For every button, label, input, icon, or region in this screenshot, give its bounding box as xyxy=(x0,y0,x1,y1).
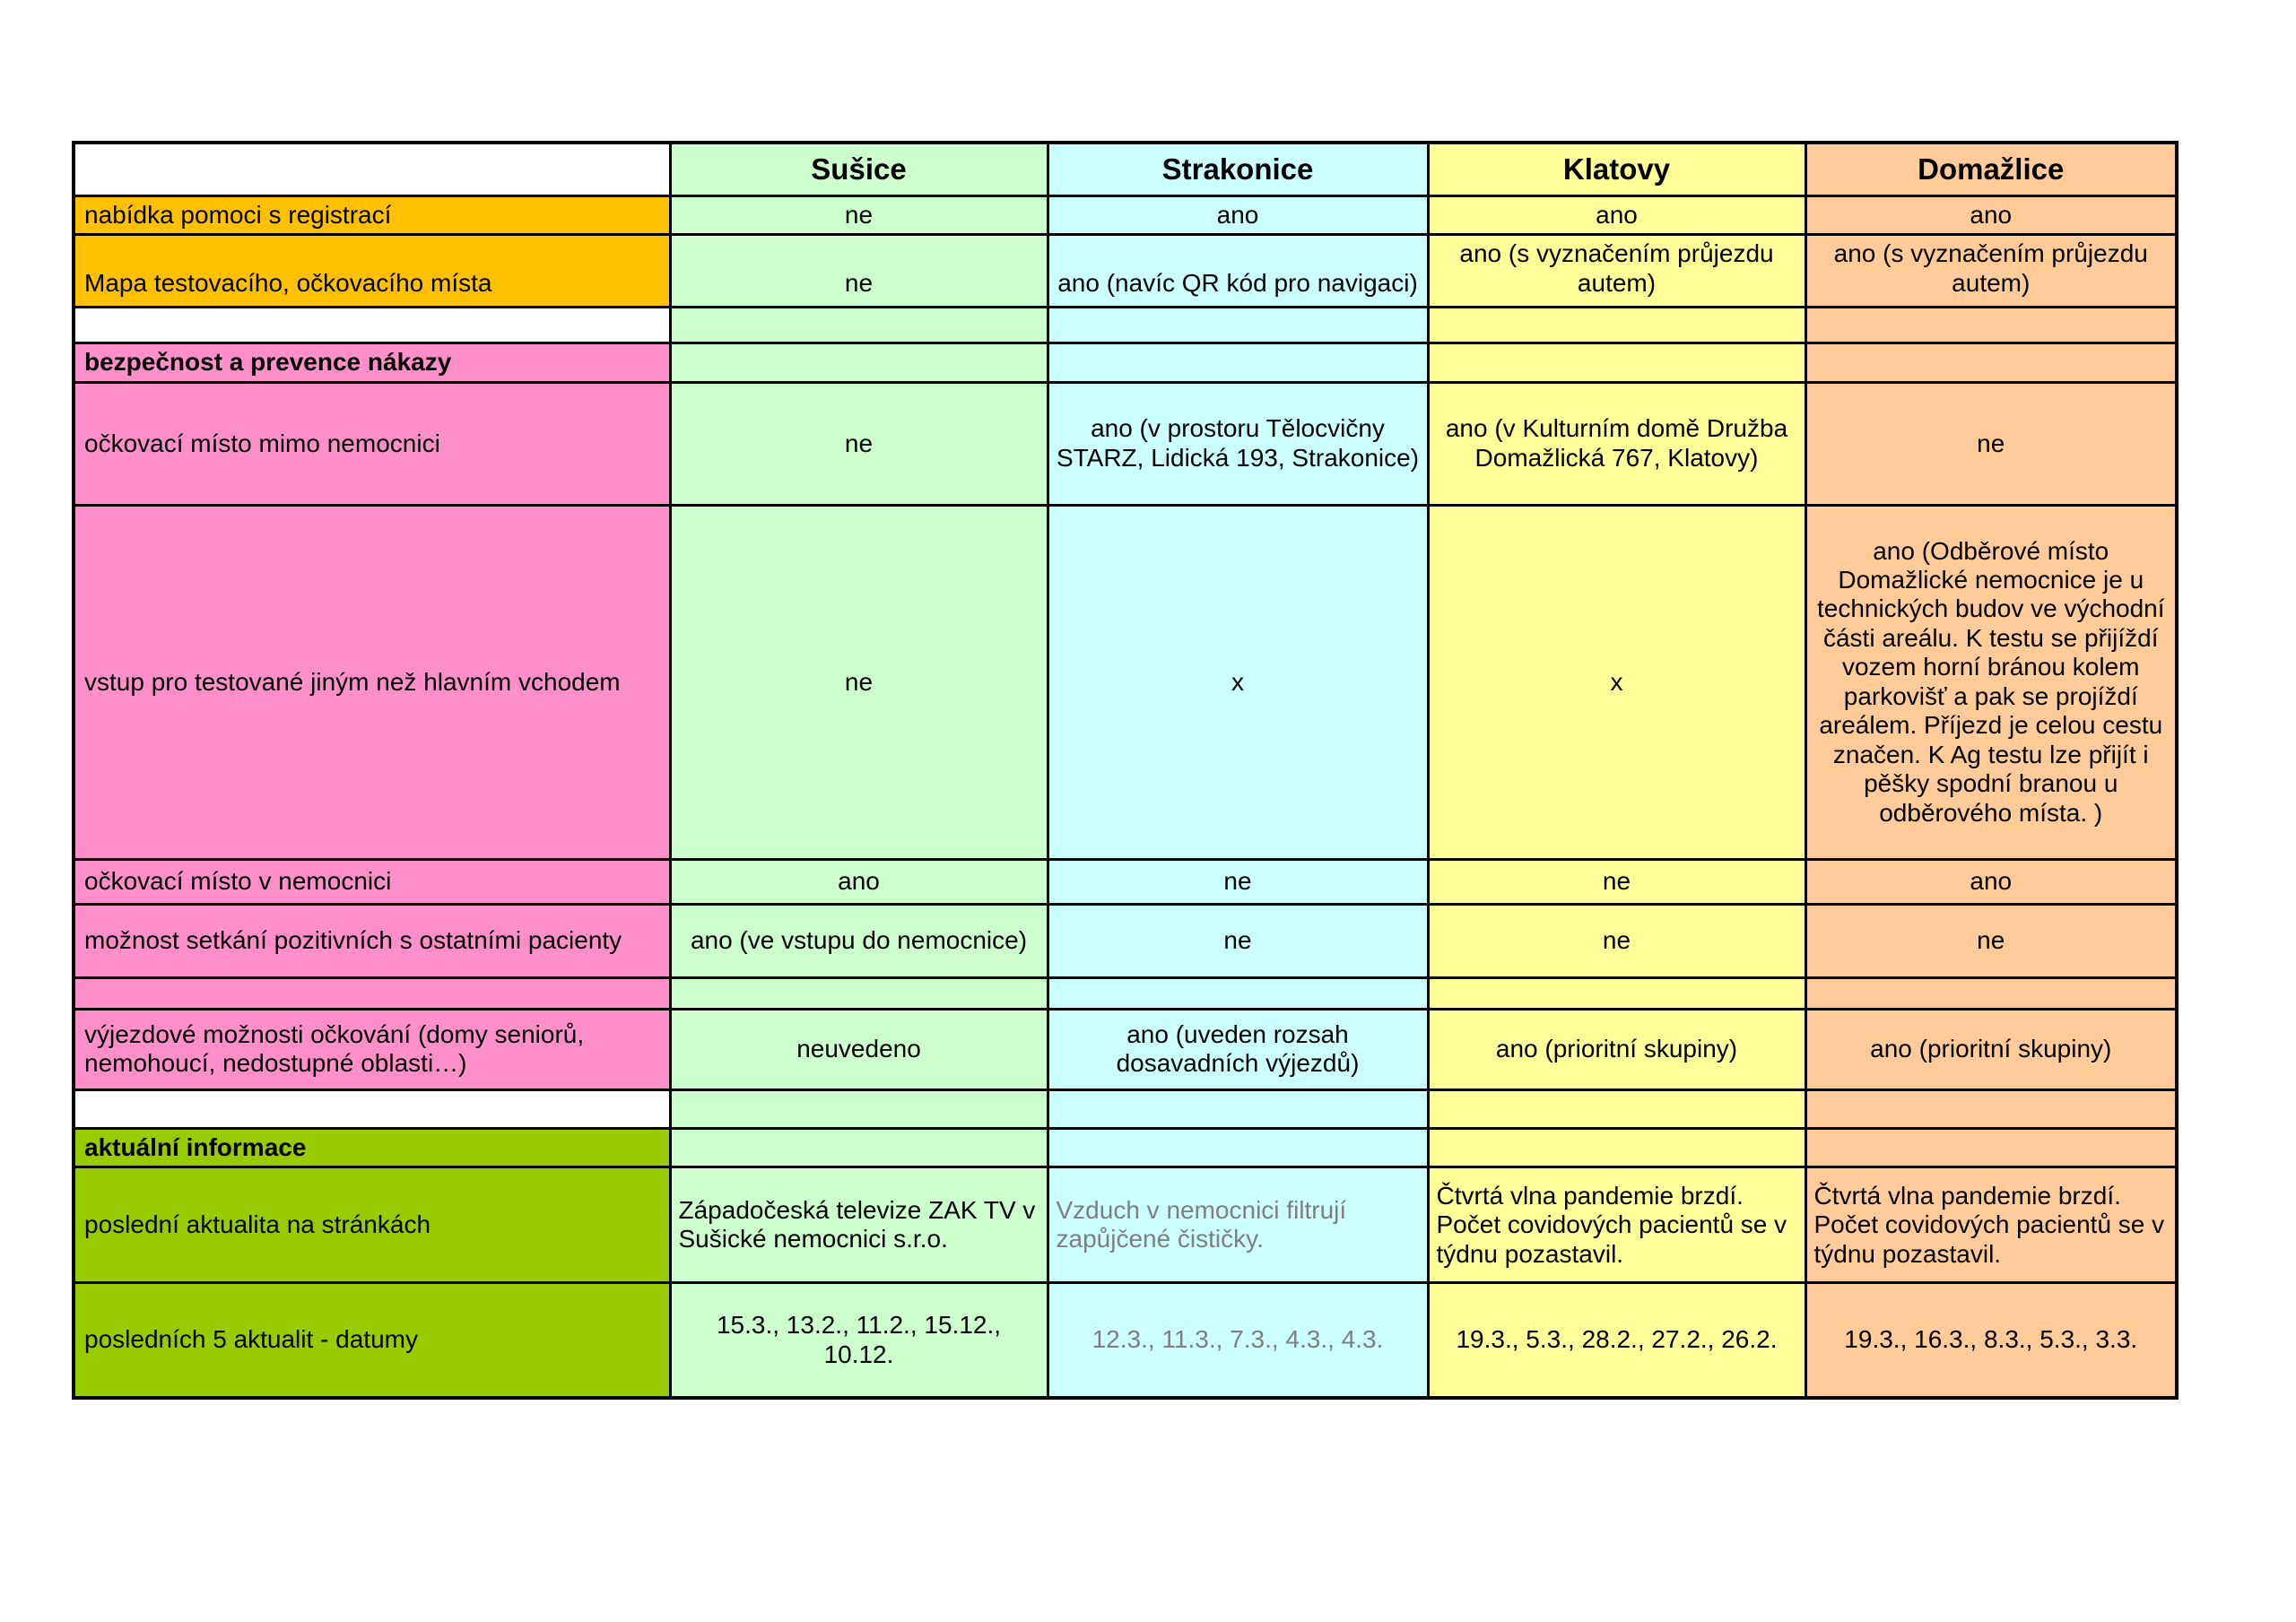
cell-mapa-susice: ne xyxy=(670,235,1048,308)
row-label-bezpecnost: bezpečnost a prevence nákazy xyxy=(74,343,670,382)
cell-nabidka-klatovy: ano xyxy=(1428,196,1805,235)
cell-datumy-domazlice: 19.3., 16.3., 8.3., 5.3., 3.3. xyxy=(1805,1283,2177,1398)
row-label-mapa: Mapa testovacího, očkovacího místa xyxy=(74,235,670,308)
cell-spacer-3-strakonice xyxy=(1048,1089,1428,1128)
cell-moznost-setkani-strakonice: ne xyxy=(1048,904,1428,977)
cell-mapa-klatovy: ano (s vyznačením průjezdu autem) xyxy=(1428,235,1805,308)
row-label-posledni-aktualita: poslední aktualita na stránkách xyxy=(74,1167,670,1283)
table-row xyxy=(74,382,2177,505)
table-body xyxy=(74,196,2177,1398)
cell-vyjezdove-strakonice: ano (uveden rozsah dosavadních výjezdů) xyxy=(1048,1009,1428,1089)
column-header-strakonice: Strakonice xyxy=(1048,143,1428,196)
row-label-ockovaci-v-nemocnici: očkovací místo v nemocnici xyxy=(74,859,670,904)
cell-spacer-1-klatovy xyxy=(1428,308,1805,343)
cell-posledni-aktualita-susice: Západočeská televize ZAK TV v Sušické nemocnici s.r.o. xyxy=(670,1167,1048,1283)
cell-datumy-susice: 15.3., 13.2., 11.2., 15.12., 10.12. xyxy=(670,1283,1048,1398)
row-label-aktualni-informace: aktuální informace xyxy=(74,1128,670,1167)
cell-spacer-2-susice xyxy=(670,977,1048,1009)
spreadsheet xyxy=(72,141,2179,1400)
table-row xyxy=(74,904,2177,977)
cell-ockovaci-v-nemocnici-strakonice: ne xyxy=(1048,859,1428,904)
row-label-ockovaci-mimo: očkovací místo mimo nemocnici xyxy=(74,382,670,505)
cell-spacer-3-domazlice xyxy=(1805,1089,2177,1128)
comparison-table xyxy=(72,141,2179,1400)
cell-posledni-aktualita-domazlice: Čtvrtá vlna pandemie brzdí. Počet covidových pacientů se v týdnu pozastavil. xyxy=(1805,1167,2177,1283)
column-header-susice: Sušice xyxy=(670,143,1048,196)
cell-aktualni-informace-strakonice xyxy=(1048,1128,1428,1167)
cell-moznost-setkani-klatovy: ne xyxy=(1428,904,1805,977)
cell-vstup-susice: ne xyxy=(670,505,1048,859)
cell-ockovaci-v-nemocnici-klatovy: ne xyxy=(1428,859,1805,904)
cell-datumy-klatovy: 19.3., 5.3., 28.2., 27.2., 26.2. xyxy=(1428,1283,1805,1398)
cell-ockovaci-v-nemocnici-susice: ano xyxy=(670,859,1048,904)
row-label-vstup: vstup pro testované jiným než hlavním vchodem xyxy=(74,505,670,859)
cell-aktualni-informace-domazlice xyxy=(1805,1128,2177,1167)
cell-spacer-2-strakonice xyxy=(1048,977,1428,1009)
table-row xyxy=(74,505,2177,859)
cell-moznost-setkani-domazlice: ne xyxy=(1805,904,2177,977)
cell-vyjezdove-susice: neuvedeno xyxy=(670,1009,1048,1089)
row-label-spacer-2 xyxy=(74,977,670,1009)
column-header-domazlice: Domažlice xyxy=(1805,143,2177,196)
column-header-blank xyxy=(74,143,670,196)
cell-ockovaci-mimo-klatovy: ano (v Kulturním domě Družba Domažlická 767, Klatovy) xyxy=(1428,382,1805,505)
cell-spacer-2-klatovy xyxy=(1428,977,1805,1009)
table-row xyxy=(74,1128,2177,1167)
table-row xyxy=(74,1283,2177,1398)
table-row xyxy=(74,196,2177,235)
cell-spacer-2-domazlice xyxy=(1805,977,2177,1009)
cell-spacer-1-strakonice xyxy=(1048,308,1428,343)
cell-bezpecnost-domazlice xyxy=(1805,343,2177,382)
header-row xyxy=(74,143,2177,196)
cell-mapa-domazlice: ano (s vyznačením průjezdu autem) xyxy=(1805,235,2177,308)
row-label-nabidka: nabídka pomoci s registrací xyxy=(74,196,670,235)
cell-nabidka-strakonice: ano xyxy=(1048,196,1428,235)
table-row xyxy=(74,1167,2177,1283)
cell-mapa-strakonice: ano (navíc QR kód pro navigaci) xyxy=(1048,235,1428,308)
cell-bezpecnost-susice xyxy=(670,343,1048,382)
cell-vstup-strakonice: x xyxy=(1048,505,1428,859)
cell-datumy-strakonice: 12.3., 11.3., 7.3., 4.3., 4.3. xyxy=(1048,1283,1428,1398)
cell-vstup-klatovy: x xyxy=(1428,505,1805,859)
cell-ockovaci-mimo-strakonice: ano (v prostoru Tělocvičny STARZ, Lidická 193, Strakonice) xyxy=(1048,382,1428,505)
column-header-klatovy: Klatovy xyxy=(1428,143,1805,196)
cell-ockovaci-mimo-susice: ne xyxy=(670,382,1048,505)
cell-spacer-3-susice xyxy=(670,1089,1048,1128)
cell-vyjezdove-klatovy: ano (prioritní skupiny) xyxy=(1428,1009,1805,1089)
row-label-spacer-1 xyxy=(74,308,670,343)
cell-bezpecnost-strakonice xyxy=(1048,343,1428,382)
cell-ockovaci-v-nemocnici-domazlice: ano xyxy=(1805,859,2177,904)
cell-posledni-aktualita-klatovy: Čtvrtá vlna pandemie brzdí. Počet covidových pacientů se v týdnu pozastavil. xyxy=(1428,1167,1805,1283)
cell-aktualni-informace-susice xyxy=(670,1128,1048,1167)
row-label-moznost-setkani: možnost setkání pozitivních s ostatními pacienty xyxy=(74,904,670,977)
table-row xyxy=(74,859,2177,904)
cell-aktualni-informace-klatovy xyxy=(1428,1128,1805,1167)
cell-ockovaci-mimo-domazlice: ne xyxy=(1805,382,2177,505)
cell-posledni-aktualita-strakonice: Vzduch v nemocnici filtrují zapůjčené čističky. xyxy=(1048,1167,1428,1283)
cell-nabidka-domazlice: ano xyxy=(1805,196,2177,235)
cell-nabidka-susice: ne xyxy=(670,196,1048,235)
table-row xyxy=(74,1009,2177,1089)
table-row xyxy=(74,308,2177,343)
cell-moznost-setkani-susice: ano (ve vstupu do nemocnice) xyxy=(670,904,1048,977)
cell-spacer-1-domazlice xyxy=(1805,308,2177,343)
cell-vstup-domazlice: ano (Odběrové místo Domažlické nemocnice je u technických budov ve východní části areálu. K testu se přijíždí vozem horní bránou kolem parkovišť a pak se projíždí areálem. Příjezd je celou cestu značen. K Ag testu lze přijít i pěšky spodní branou u odběrového místa. ) xyxy=(1805,505,2177,859)
row-label-spacer-3 xyxy=(74,1089,670,1128)
cell-bezpecnost-klatovy xyxy=(1428,343,1805,382)
row-label-datumy: posledních 5 aktualit - datumy xyxy=(74,1283,670,1398)
cell-spacer-1-susice xyxy=(670,308,1048,343)
table-row xyxy=(74,977,2177,1009)
table-row xyxy=(74,343,2177,382)
cell-vyjezdove-domazlice: ano (prioritní skupiny) xyxy=(1805,1009,2177,1089)
table-row xyxy=(74,235,2177,308)
table-row xyxy=(74,1089,2177,1128)
cell-spacer-3-klatovy xyxy=(1428,1089,1805,1128)
row-label-vyjezdove: výjezdové možnosti očkování (domy seniorů, nemohoucí, nedostupné oblasti…) xyxy=(74,1009,670,1089)
